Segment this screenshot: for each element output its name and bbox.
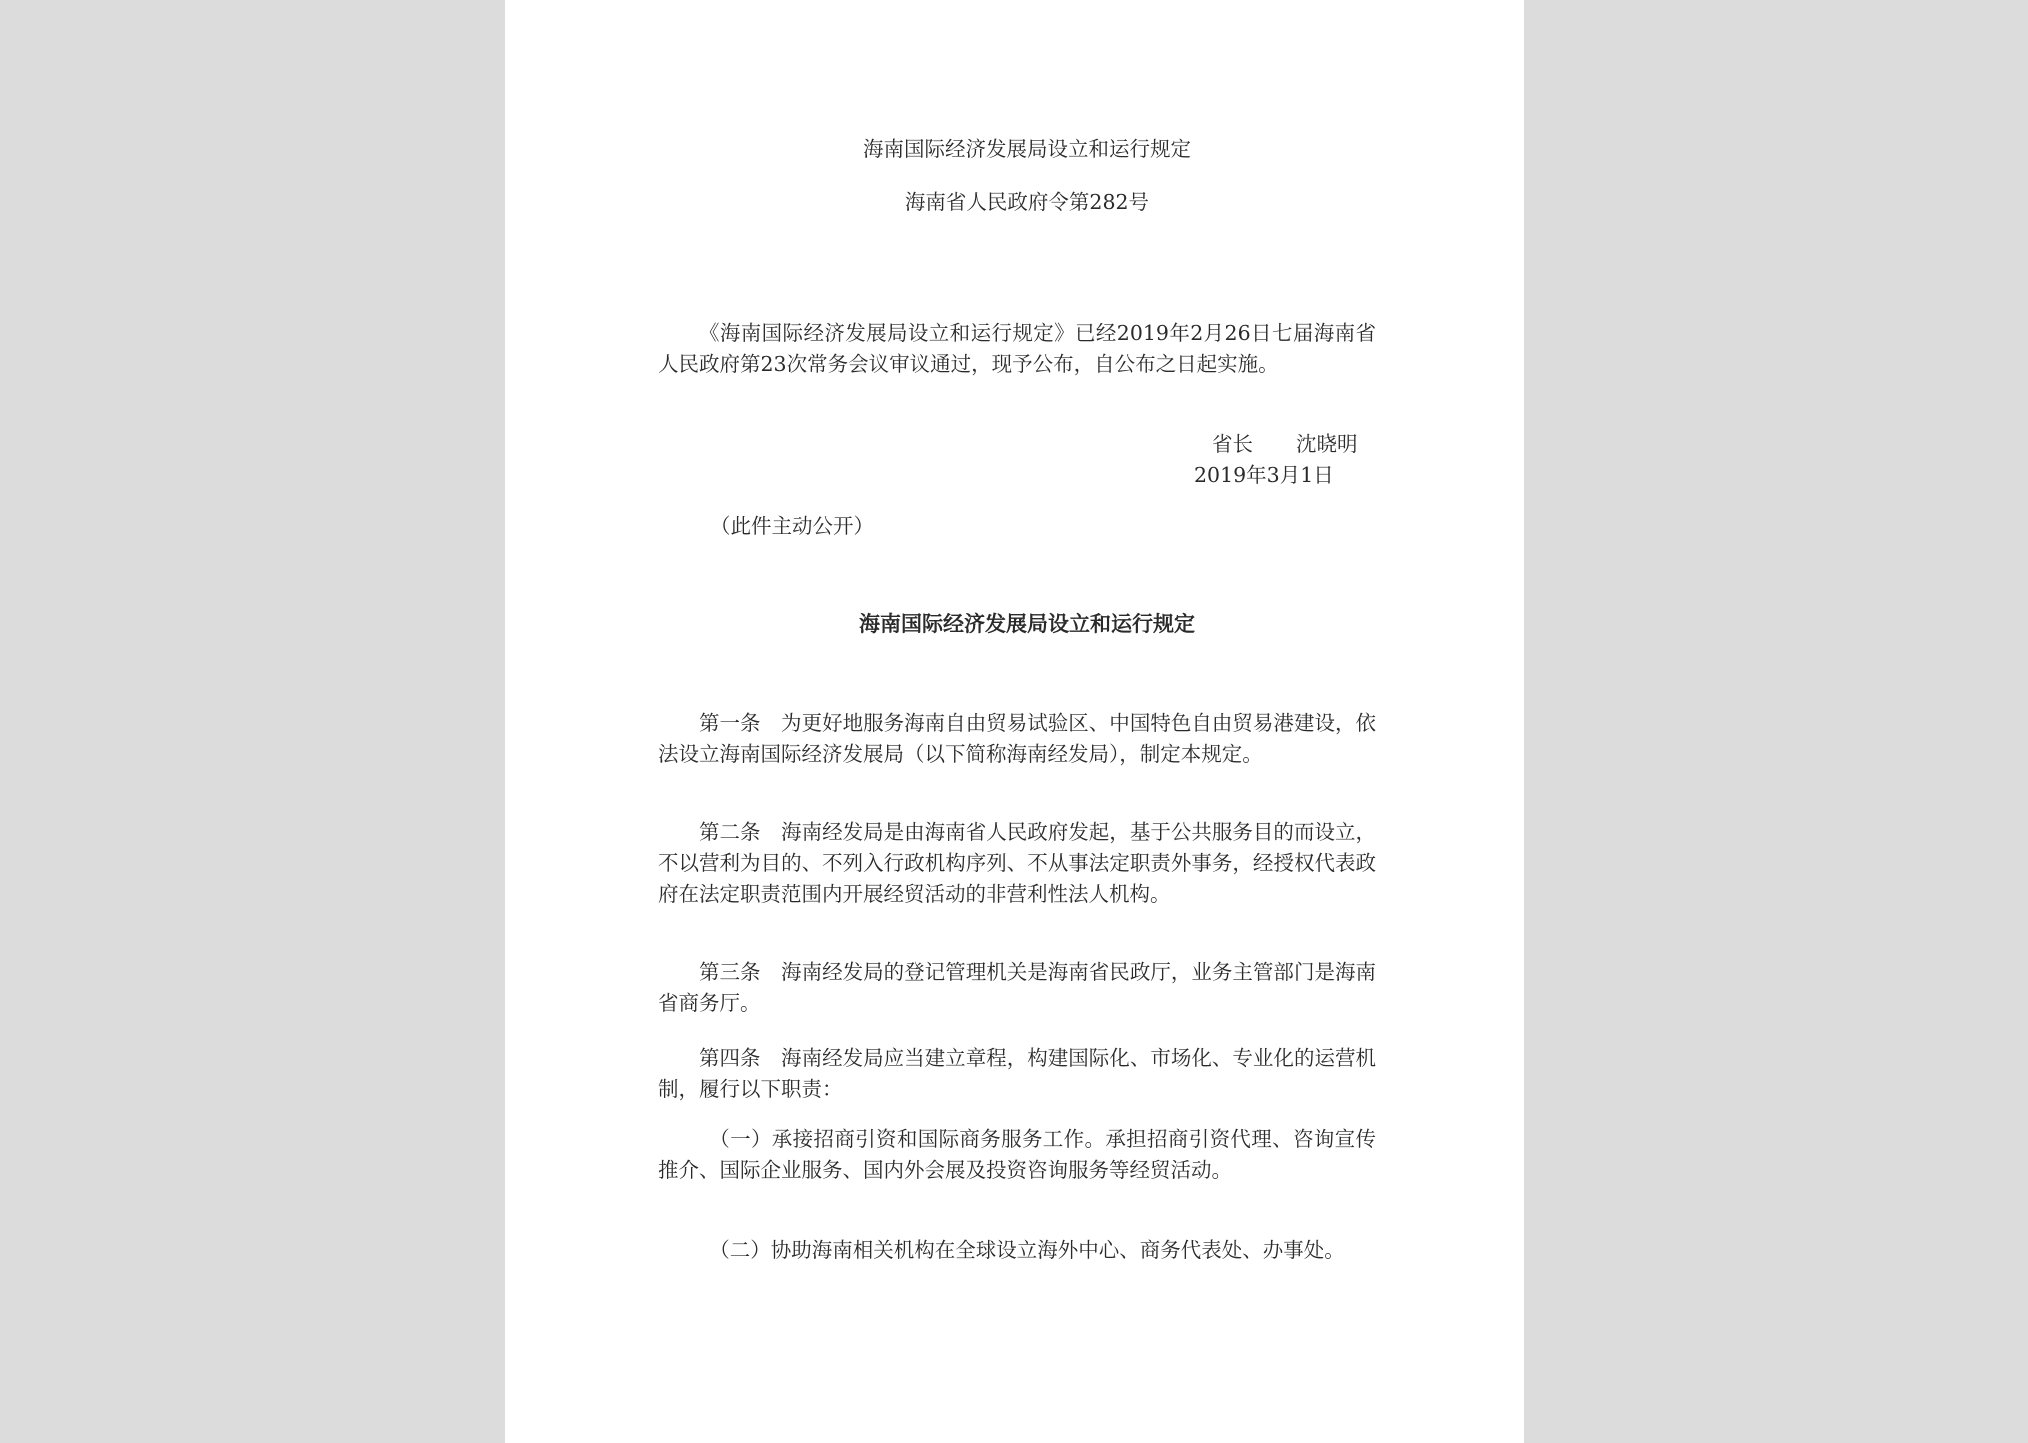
public-disclosure-note: （此件主动公开） <box>710 514 874 538</box>
signature-date: 2019年3月1日 <box>1194 463 1334 487</box>
duty-item-2: （二）协助海南相关机构在全球设立海外中心、商务代表处、办事处。 <box>709 1238 1345 1262</box>
article-2: 第二条 海南经发局是由海南省人民政府发起，基于公共服务目的而设立，不以营利为目的、不列入行政机构序列、不从事法定职责外事务，经授权代表政府在法定职责范围内开展经贸活动的非营利性法人机构。 <box>658 820 1376 906</box>
signature-name: 沈晓明 <box>1296 432 1358 456</box>
document-page <box>505 0 1524 1443</box>
header-title: 海南国际经济发展局设立和运行规定 <box>863 137 1191 161</box>
promulgation-paragraph: 《海南国际经济发展局设立和运行规定》已经2019年2月26日七届海南省人民政府第23次常务会议审议通过，现予公布，自公布之日起实施。 <box>658 321 1376 376</box>
article-1: 第一条 为更好地服务海南自由贸易试验区、中国特色自由贸易港建设，依法设立海南国际经济发展局（以下简称海南经发局），制定本规定。 <box>658 711 1376 766</box>
duty-item-1: （一）承接招商引资和国际商务服务工作。承担招商引资代理、咨询宣传推介、国际企业服务、国内外会展及投资咨询服务等经贸活动。 <box>658 1127 1376 1182</box>
article-3: 第三条 海南经发局的登记管理机关是海南省民政厅，业务主管部门是海南省商务厅。 <box>658 960 1376 1015</box>
main-title: 海南国际经济发展局设立和运行规定 <box>859 611 1195 636</box>
decree-number: 海南省人民政府令第282号 <box>904 190 1150 214</box>
signature-role: 省长 <box>1212 432 1253 456</box>
article-4: 第四条 海南经发局应当建立章程，构建国际化、市场化、专业化的运营机制，履行以下职责： <box>658 1046 1376 1101</box>
